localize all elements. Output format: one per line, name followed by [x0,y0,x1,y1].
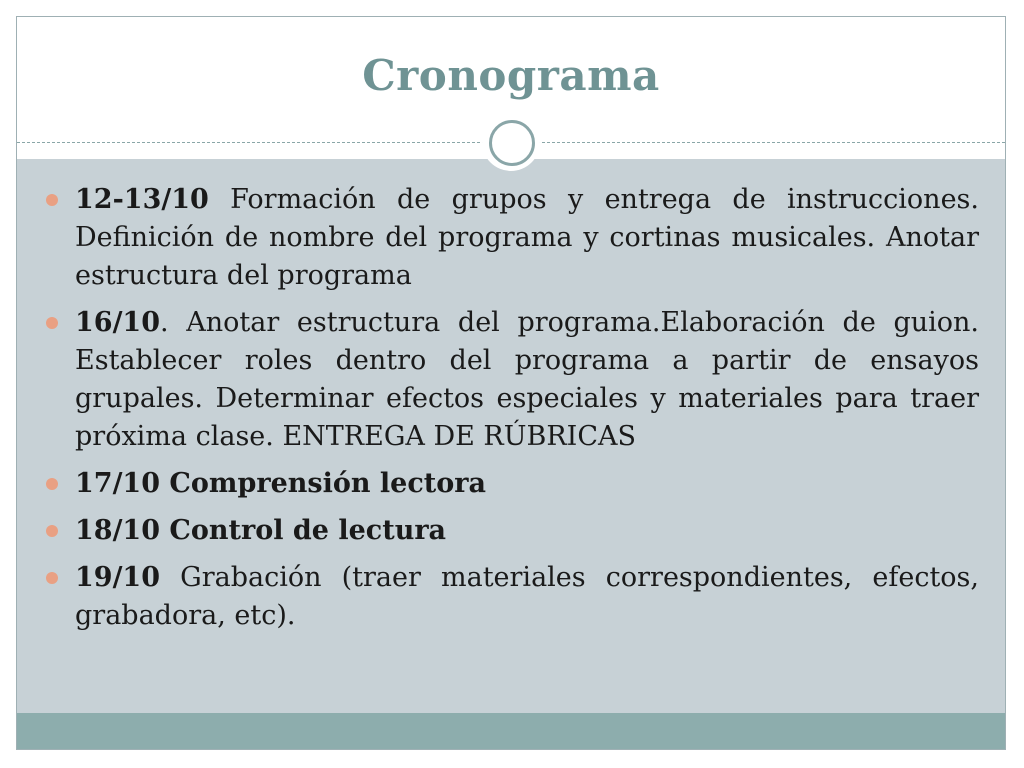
bullet-dot-icon [46,194,58,206]
item-date: 16/10 [75,307,161,338]
list-item [75,465,979,503]
list-item [75,181,979,295]
bullet-dot-icon [46,525,58,537]
item-text: . Anotar estructura del programa.Elaboración de guion. Establecer roles dentro del programa a partir de ensayos grupales. Determinar efectos especiales y materiales para traer próxima clase. ENTREGA DE RÚBRICAS [75,307,979,452]
item-text: Grabación (traer materiales correspondientes, efectos, grabadora, etc). [75,562,979,631]
item-date: 19/10 [75,562,161,593]
bullet-list [75,181,979,644]
slide [16,16,1006,750]
list-item [75,559,979,635]
item-text: Formación de grupos y entrega de instrucciones. Definición de nombre del programa y cortinas musicales. Anotar estructura del programa [75,184,979,291]
footer-bar [17,713,1005,749]
item-date: 18/10 Control de lectura [75,515,447,546]
list-item [75,512,979,550]
list-item [75,304,979,456]
bullet-dot-icon [46,478,58,490]
circle-ornament-icon [489,120,535,166]
bullet-dot-icon [46,572,58,584]
bullet-dot-icon [46,317,58,329]
item-date: 17/10 Comprensión lectora [75,468,486,499]
slide-title: Cronograma [362,51,660,100]
item-date: 12-13/10 [75,184,209,215]
